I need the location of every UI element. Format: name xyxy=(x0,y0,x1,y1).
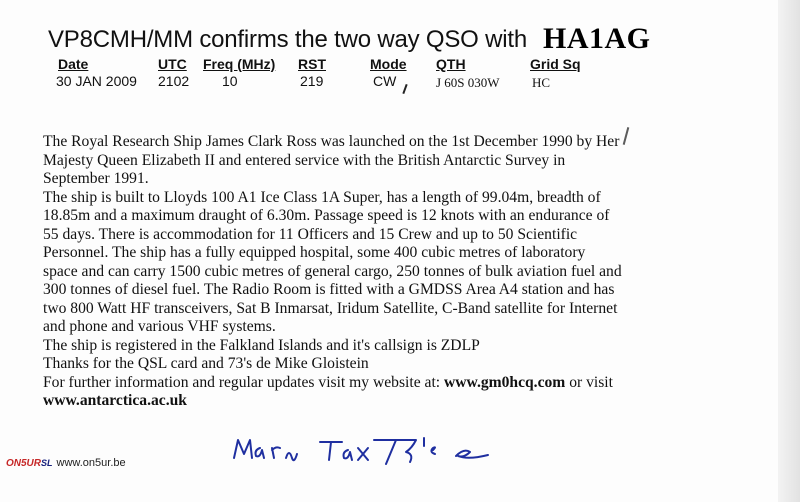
qso-grid: HC xyxy=(532,75,551,90)
to-callsign: HA1AG xyxy=(543,22,651,55)
col-header-date: Date xyxy=(58,56,89,72)
qso-utc: 2102 xyxy=(158,73,190,89)
col-header-utc: UTC xyxy=(158,56,187,72)
body-line: Majesty Queen Elizabeth II and entered service with the British Antarctic Survey in xyxy=(43,151,566,169)
col-header-rst: RST xyxy=(298,56,326,72)
body-line: 300 tonnes of diesel fuel. The Radio Room is fitted with a GMDSS Area A4 station and has xyxy=(43,281,615,298)
body-line: Personnel. The ship has a fully equipped hospital, some 400 cubic metres of laboratory xyxy=(43,244,586,261)
on5ur-logo: ON5URSL xyxy=(6,457,53,469)
qso-freq: 10 xyxy=(222,73,238,89)
website-line xyxy=(43,374,733,393)
body-line: and phone and various VHF systems. xyxy=(43,318,276,335)
or-visit-text: or visit xyxy=(565,373,613,391)
card-edge-shadow xyxy=(778,0,800,502)
body-line: 55 days. There is accommodation for 11 Officers and 15 Crew and up to 50 Scientific xyxy=(43,225,578,243)
body-line: two 800 Watt HF transceivers, Sat B Inmarsat, Iridum Satellite, C-Band satellite for Internet xyxy=(43,299,618,317)
handwritten-signature xyxy=(228,432,508,468)
website2-line xyxy=(43,392,733,411)
col-header-mode: Mode xyxy=(370,56,407,72)
pen-tick-mark xyxy=(402,84,407,94)
ship-description xyxy=(43,133,733,411)
body-line: Thanks for the QSL card and 73's de Mike Gloistein xyxy=(43,355,369,372)
footer xyxy=(6,457,126,469)
qso-rst: 219 xyxy=(300,73,324,89)
body-line: space and can carry 1500 cubic metres of general cargo, 250 tonnes of bulk aviation fuel and xyxy=(43,262,622,280)
confirmation-headline: VP8CMH/MM confirms the two way QSO with xyxy=(48,26,527,53)
qso-mode: CW xyxy=(373,73,397,89)
qso-date: 30 JAN 2009 xyxy=(56,73,137,89)
qso-qth: J 60S 030W xyxy=(436,75,500,90)
footer-url[interactable]: www.on5ur.be xyxy=(56,457,126,469)
col-header-qth: QTH xyxy=(436,56,466,72)
website2-link[interactable]: www.antarctica.ac.uk xyxy=(43,392,187,409)
body-line: The Royal Research Ship James Clark Ross was launched on the 1st December 1990 by Her xyxy=(43,133,620,150)
website-link[interactable]: www.gm0hcq.com xyxy=(444,373,566,391)
body-line: The ship is registered in the Falkland Islands and it's callsign is ZDLP xyxy=(43,336,480,354)
col-header-grid: Grid Sq xyxy=(530,56,581,72)
body-line: September 1991. xyxy=(43,170,149,187)
body-line: 18.85m and a maximum draught of 6.30m. Passage speed is 12 knots with an endurance of xyxy=(43,207,610,224)
col-header-freq: Freq (MHz) xyxy=(203,56,276,72)
body-line: The ship is built to Lloyds 100 A1 Ice Class 1A Super, has a length of 99.04m, breadth of xyxy=(43,188,601,206)
website-intro: For further information and regular updates visit my website at: xyxy=(43,373,445,391)
